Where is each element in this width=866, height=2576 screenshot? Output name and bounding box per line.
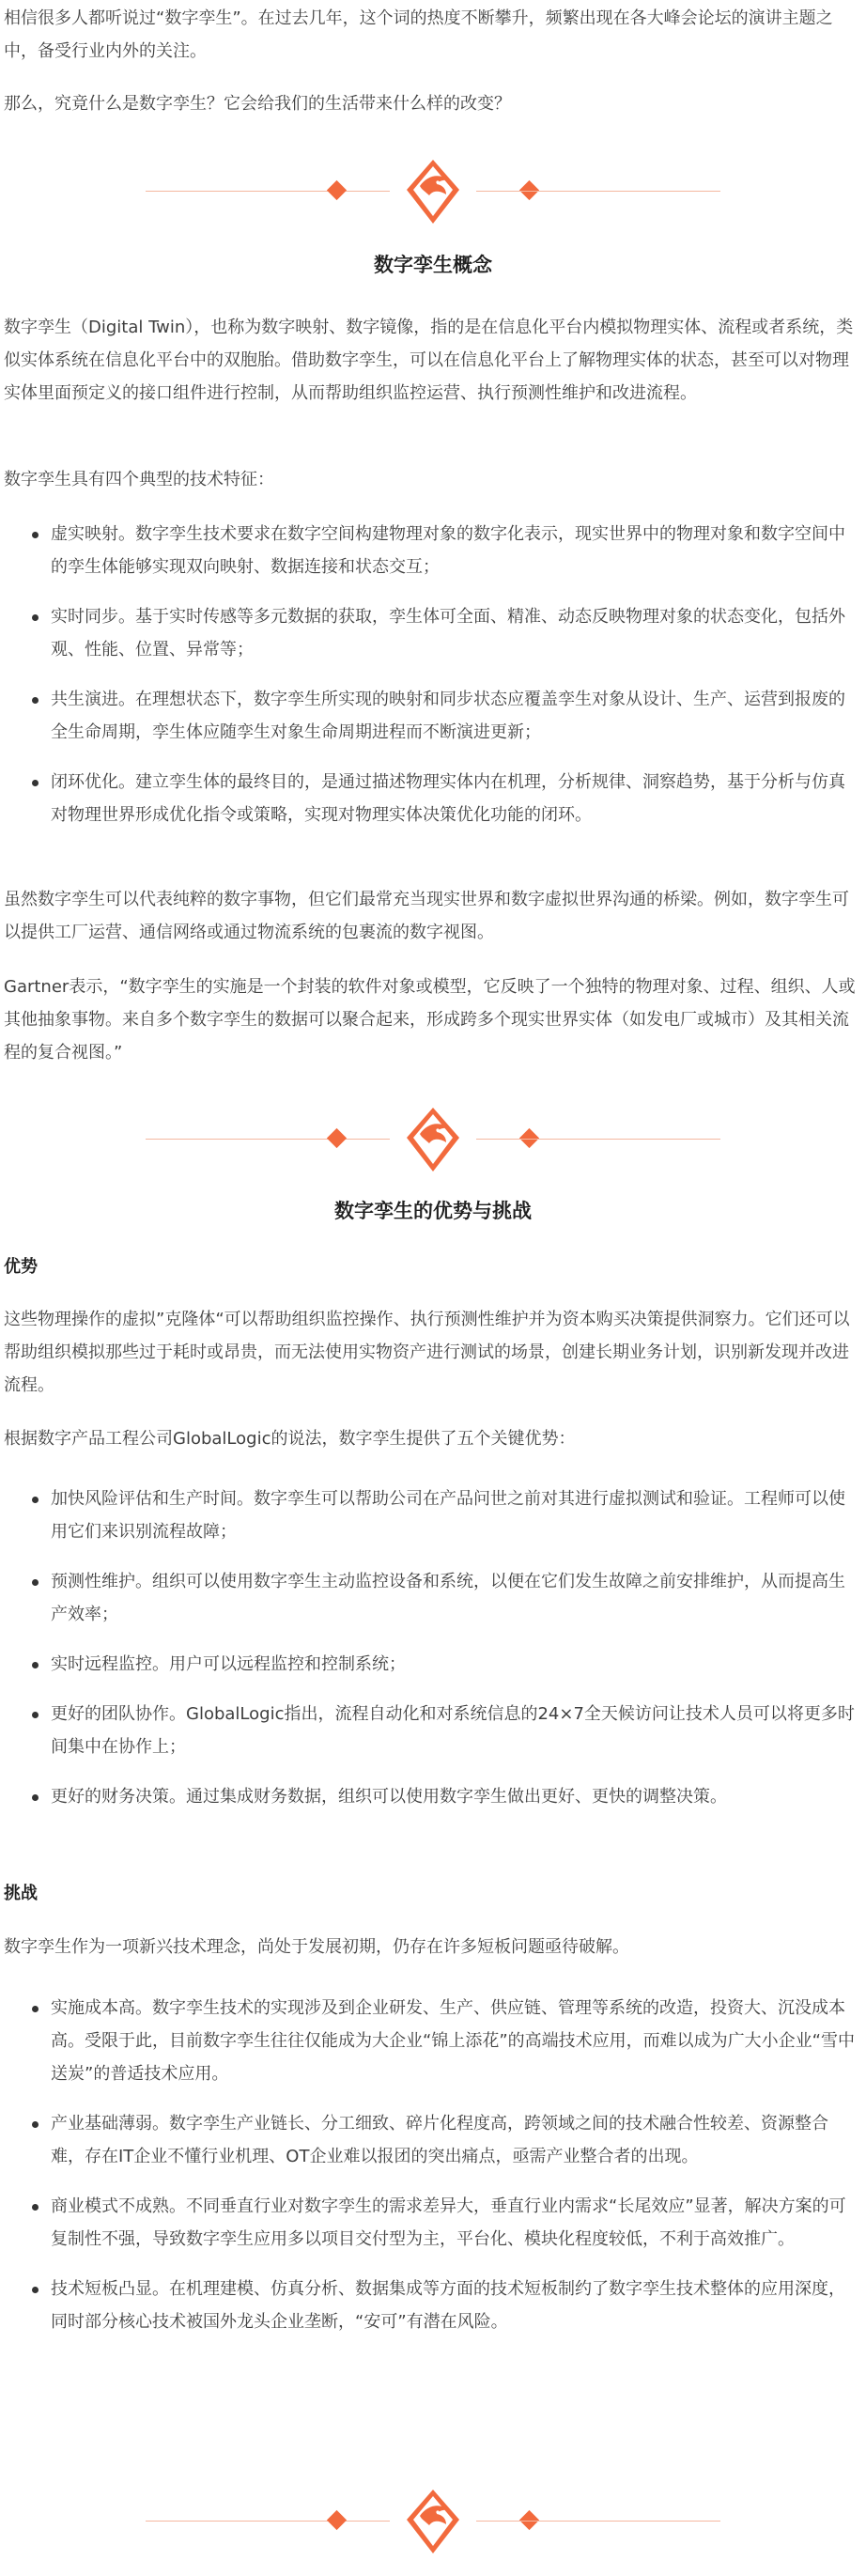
advantage-list xyxy=(0,1482,866,1830)
list-item: 技术短板凸显。在机理建模、仿真分析、数据集成等方面的技术短板制约了数字孪生技术整体的应用深度，同时部分核心技术被国外龙头企业垄断，“安可”有潜在风险。 xyxy=(0,2273,866,2338)
subsection-heading: 优势 xyxy=(4,1257,38,1277)
feature-list xyxy=(0,518,866,848)
list-item: 更好的团队协作。GlobalLogic指出，流程自动化和对系统信息的24×7全天候访问让技术人员可以将更多时间集中在协作上； xyxy=(0,1698,866,1763)
list-item: 产业基础薄弱。数字孪生产业链长、分工细致、碎片化程度高，跨领域之间的技术融合性较差、资源整合难，存在IT企业不懂行业机理、OT企业难以报团的突出痛点，亟需产业整合者的出现。 xyxy=(0,2107,866,2173)
list-item: 实时同步。基于实时传感等多元数据的获取，孪生体可全面、精准、动态反映物理对象的状态变化，包括外观、性能、位置、异常等； xyxy=(0,600,866,666)
intro-paragraph: 相信很多人都听说过“数字孪生”。在过去几年，这个词的热度不断攀升，频繁出现在各大峰会论坛的演讲主题之中，备受行业内外的关注。 xyxy=(4,8,833,61)
section-title: 数字孪生的优势与挑战 xyxy=(334,1200,532,1222)
divider-line xyxy=(476,191,720,192)
divider-line xyxy=(476,1139,720,1140)
section-paragraph: 数字孪生具有四个典型的技术特征： xyxy=(4,470,274,489)
list-item: 实施成本高。数字孪生技术的实现涉及到企业研发、生产、供应链、管理等系统的改造，投资大、沉没成本高。受限于此，目前数字孪生往往仅能成为大企业“锦上添花”的高端技术应用，而难以成为广大小企业“雪中送炭”的普适技术应用。 xyxy=(0,1992,866,2090)
subsection-heading: 挑战 xyxy=(4,1884,38,1903)
divider-line xyxy=(146,191,390,192)
section-title: 数字孪生概念 xyxy=(374,254,492,276)
section-divider xyxy=(146,1094,720,1185)
divider-line xyxy=(146,2521,390,2522)
divider-line xyxy=(146,1139,390,1140)
section-paragraph: 虽然数字孪生可以代表纯粹的数字事物，但它们最常充当现实世界和数字虚拟世界沟通的桥梁。例如，数字孪生可以提供工厂运营、通信网络或通过物流系统的包裹流的数字视图。 xyxy=(4,890,849,942)
section-paragraph: 这些物理操作的虚拟”克隆体“可以帮助组织监控操作、执行预测性维护并为资本购买决策提供洞察力。它们还可以帮助组织模拟那些过于耗时或昂贵，而无法使用实物资产进行测试的场景，创建长期业务计划，识别新发现并改进流程。 xyxy=(4,1310,850,1395)
divider-line xyxy=(476,2521,720,2522)
divider-diamond xyxy=(327,180,347,200)
list-item: 商业模式不成熟。不同垂直行业对数字孪生的需求差异大，垂直行业内需求“长尾效应”显著，解决方案的可复制性不强，导致数字孪生应用多以项目交付型为主，平台化、模块化程度较低，不利于高效推广。 xyxy=(0,2190,866,2256)
list-item: 预测性维护。组织可以使用数字孪生主动监控设备和系统，以便在它们发生故障之前安排维护，从而提高生产效率； xyxy=(0,1565,866,1631)
intro-question: 那么，究竟什么是数字孪生？它会给我们的生活带来什么样的改变？ xyxy=(4,94,511,114)
divider-diamond xyxy=(327,2510,347,2530)
list-item: 加快风险评估和生产时间。数字孪生可以帮助公司在产品问世之前对其进行虚拟测试和验证。工程师可以使用它们来识别流程故障； xyxy=(0,1482,866,1548)
eagle-emblem-icon xyxy=(405,2488,461,2555)
section-paragraph: 数字孪生作为一项新兴技术理念，尚处于发展初期，仍存在许多短板问题亟待破解。 xyxy=(4,1937,629,1957)
eagle-emblem-icon xyxy=(405,158,461,225)
challenge-list xyxy=(0,1992,866,2355)
list-item: 虚实映射。数字孪生技术要求在数字空间构建物理对象的数字化表示，现实世界中的物理对象和数字空间中的孪生体能够实现双向映射、数据连接和状态交互； xyxy=(0,518,866,583)
list-item: 实时远程监控。用户可以远程监控和控制系统； xyxy=(0,1648,866,1681)
section-divider xyxy=(146,147,720,237)
section-paragraph: Gartner表示，“数字孪生的实施是一个封装的软件对象或模型，它反映了一个独特的物理对象、过程、组织、人或其他抽象事物。来自多个数字孪生的数据可以聚合起来，形成跨多个现实世界实体（如发电厂或城市）及其相关流程的复合视图。” xyxy=(4,977,856,1063)
eagle-emblem-icon xyxy=(405,1106,461,1173)
section-paragraph: 数字孪生（Digital Twin），也称为数字映射、数字镜像，指的是在信息化平台内模拟物理实体、流程或者系统，类似实体系统在信息化平台中的双胞胎。借助数字孪生，可以在信息化平台上了解物理实体的状态，甚至可以对物理实体里面预定义的接口组件进行控制，从而帮助组织监控运营、执行预测性维护和改进流程。 xyxy=(4,318,854,403)
list-item: 闭环优化。建立孪生体的最终目的，是通过描述物理实体内在机理，分析规律、洞察趋势，基于分析与仿真对物理世界形成优化指令或策略，实现对物理实体决策优化功能的闭环。 xyxy=(0,766,866,831)
divider-diamond xyxy=(327,1128,347,1148)
section-divider xyxy=(146,2476,720,2567)
list-item: 共生演进。在理想状态下，数字孪生所实现的映射和同步状态应覆盖孪生对象从设计、生产、运营到报废的全生命周期，孪生体应随孪生对象生命周期进程而不断演进更新； xyxy=(0,683,866,749)
section-paragraph: 根据数字产品工程公司GlobalLogic的说法，数字孪生提供了五个关键优势： xyxy=(4,1429,576,1449)
list-item: 更好的财务决策。通过集成财务数据，组织可以使用数字孪生做出更好、更快的调整决策。 xyxy=(0,1780,866,1813)
